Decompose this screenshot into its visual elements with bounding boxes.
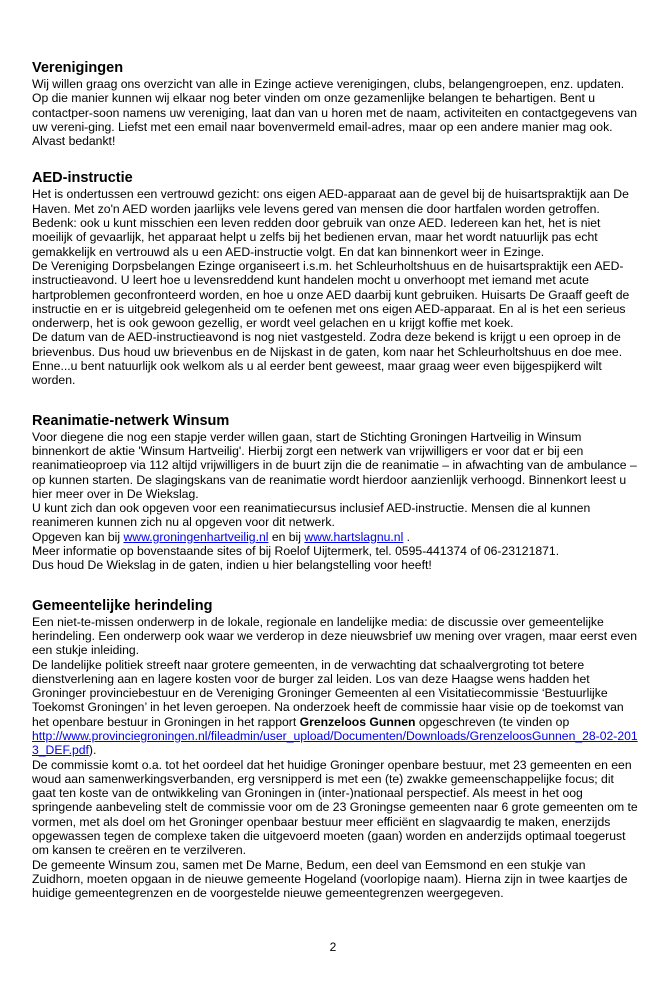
text: opgeschreven (te vinden op — [415, 714, 570, 729]
paragraph: U kunt zich dan ook opgeven voor een reanimatiecursus inclusief AED-instructie. Mensen die al kunnen reanimeren kunnen zich nu al opgeven voor dit netwerk. — [32, 501, 591, 530]
paragraph: Dus houd De Wiekslag in de gaten, indien u hier belangstelling voor heeft! — [32, 558, 432, 573]
text: en bij — [268, 529, 305, 544]
paragraph-links — [32, 530, 638, 544]
report-title: Grenzeloos Gunnen — [299, 714, 416, 729]
text: De landelijke politiek streeft naar grotere gemeenten, in de verwachting dat schaalvergroting tot betere dienstverlening aan en lagere kosten voor de burger zal leiden. Los van deze Haagse wens hadden het Groninger provinciebestuur en de Vereniging Groninger Gemeenten al een Visitatiecommissie ‘Bestuurlijke Toekomst Groningen’ in het leven geroepen. Na onderzoek heeft de commissie haar visie op de toekomst van het openbare bestuur in Groningen in het rapport — [32, 657, 624, 729]
section-title: AED-instructie — [32, 170, 133, 187]
paragraph: De Vereniging Dorpsbelangen Ezinge organiseert i.s.m. het Schleurholtshuus en de huisartspraktijk een AED-instructieavond. U leert hoe u levensreddend kunt handelen mocht u onverhoopt met iemand met acute hartproblemen geconfronteerd worden, en hoe u onze AED daarbij kunt gebruiken. Huisarts De Graaff geeft de instructie en er is uitgebreid gelegenheid om te oefenen met ons eigen AED-apparaat. En al is het een serieus onderwerp, het is ook gewoon gezellig, er wordt veel gelachen en u krijgt koffie met koek. — [32, 258, 630, 331]
paragraph: Het is ondertussen een vertrouwd gezicht: ons eigen AED-apparaat aan de gevel bij de huisartspraktijk aan De Haven. Met zo'n AED worden jaarlijks vele levens gered van mensen die door hartfalen worden getroffen. Bedenk: ook u kunt misschien een leven redden door gebruik van onze AED. Iedereen kan het, het is niet moeilijk of gevaarlijk, het apparaat helpt u zelfs bij het bedienen ervan, maar het wordt natuurlijk pas echt gemakkelijk en vertrouwd als u een AED-instructie volgt. En dat kan binnenkort weer in Ezinge. — [32, 187, 629, 259]
section-title: Verenigingen — [32, 60, 124, 76]
section-title: Reanimatie-netwerk Winsum — [32, 412, 230, 429]
paragraph: De commissie komt o.a. tot het oordeel dat het huidige Groninger openbare bestuur, met 23 gemeenten en een woud aan samenwerkingsverbanden, erg versnipperd is met een (te) zwakke gemeenschappelijke focus; dit gaat ten koste van de ontwikkeling van Groningen in (inter-)nationaal perspectief. Als meest in het oog springende aanbeveling stelt de commissie voor om de 23 Groningse gemeenten naar 6 grote gemeenten om te vormen, met als doel om het Groninger openbaar bestuur meer efficiënt en slagvaardig te maken, enerzijds opgewassen tegen de complexe taken die uitgevoerd moeten (gaan) worden en anderzijds optimaal toegerust om kansen te creëren en te verzilveren. — [32, 757, 638, 858]
text: Opgeven kan bij — [32, 529, 124, 544]
text: . — [403, 529, 411, 544]
section-reanimatie-netwerk — [32, 413, 638, 573]
link-rapport-pdf[interactable]: http://www.provinciegroningen.nl/fileadmin/user_upload/Documenten/Downloads/GrenzeloosGunnen_28-02-2013_DEF.pdf — [32, 728, 638, 758]
paragraph — [32, 658, 638, 758]
paragraph: De datum van de AED-instructieavond is nog niet vastgesteld. Zodra deze bekend is krijgt u een oproep in de brievenbus. Dus houd uw brievenbus en de Nijskast in de gaten, kom naar het Schleurholtshuus en doe mee. — [32, 330, 623, 359]
paragraph: Een niet-te-missen onderwerp in de lokale, regionale en landelijke media: de discussie over gemeentelijke herindeling. Een onderwerp ook waar we verderop in deze nieuwsbrief uw mening over vragen, maar eerst even een stukje inleiding. — [32, 614, 637, 658]
section-gemeentelijke-herindeling — [32, 598, 638, 901]
paragraph: De gemeente Winsum zou, samen met De Marne, Bedum, een deel van Eemsmond en een stukje van Zuidhorn, moeten opgaan in de nieuwe gemeente Hogeland (voorlopige naam). Hierna zijn in twee kaartjes de huidige gemeentegrenzen en de voorgestelde nieuwe gemeentegrenzen weergegeven. — [32, 857, 628, 901]
section-verenigingen — [32, 60, 638, 148]
section-title: Gemeentelijke herindeling — [32, 597, 213, 614]
link-groningenhartveilig[interactable]: www.groningenhartveilig.nl — [123, 529, 269, 544]
paragraph: Enne...u bent natuurlijk ook welkom als u al eerder bent geweest, maar graag weer even bijgespijkerd wilt worden. — [32, 359, 602, 388]
page-number: 2 — [329, 940, 337, 954]
paragraph: Meer informatie op bovenstaande sites of bij Roelof Uijtermerk, tel. 0595-441374 of 06-23121871. — [32, 544, 560, 559]
document-page — [32, 60, 638, 901]
section-aed-instructie — [32, 170, 638, 387]
text: ). — [88, 743, 97, 758]
paragraph: Voor diegene die nog een stapje verder willen gaan, start de Stichting Groningen Hartveilig in Winsum binnenkort de aktie 'Winsum Hartveilig'. Hierbij zorgt een netwerk van vrijwilligers er voor dat er bij een reanimatieoproep via 112 altijd vrijwilligers in de buurt zijn die de reanimatie – in afwachting van de ambulance – op kunnen starten. De slagingskans van de reanimatie wordt hierdoor aanzienlijk verhoogd. Binnenkort leest u hier meer over in De Wiekslag. — [32, 429, 637, 501]
link-hartslagnu[interactable]: www.hartslagnu.nl — [304, 529, 404, 544]
paragraph: Wij willen graag ons overzicht van alle in Ezinge actieve verenigingen, clubs, belangengroepen, enz. updaten. Op die manier kunnen wij elkaar nog beter vinden om onze gezamenlijke belangen te behartigen. Bent u contactper-soon namens uw vereniging, laat dan van u horen met de naam, activiteiten en contactgegevens van uw vereni-ging. Liefst met een email naar bovenvermeld email-adres, maar op een andere manier mag ook. Alvast bedankt! — [32, 77, 638, 149]
